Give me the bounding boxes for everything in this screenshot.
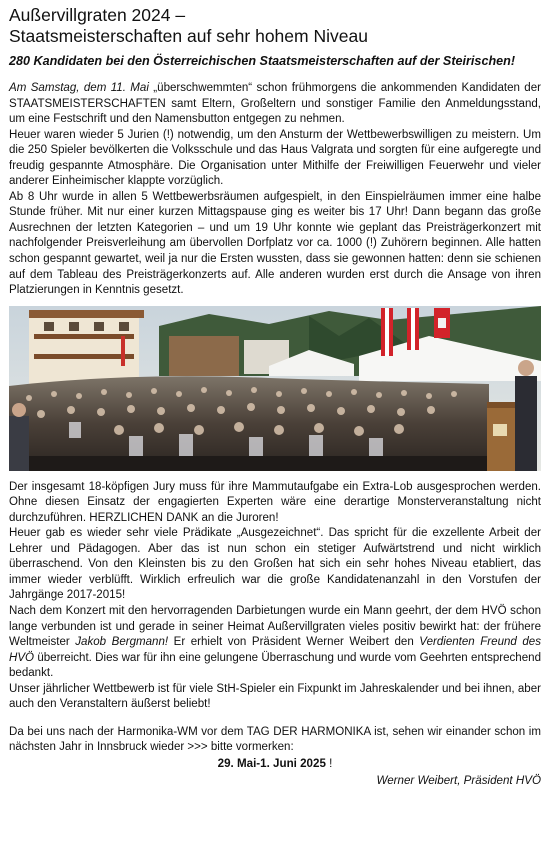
next-event-date-suffix: ! xyxy=(325,756,333,770)
next-event-date xyxy=(9,756,541,772)
paragraph-3: Ab 8 Uhr wurde in allen 5 Wettbewerbsräumen aufgespielt, in den Einspielräumen immer eine halbe Stunde früher. Mit nur einer kurzen Mittagspause ging es weiter bis 17 Uhr! Dann begann das große Ausrechnen der letzten Kategorien – und um 19 Uhr konnte wie geplant das Preisträgerkonzert mit nachfolgender Preisverleihung am übervollen Dorfplatz vor ca. 1000 (!) Zuhörern beginnen. Alle hatten schon gespannt gewartet, weil ja nur die Ersten wussten, dass sie gewonnen hatten: denn sie schienen auf dem Tableau des Preisträgerkonzerts auf. Alle anderen wurden erst durch die Ansage von ihren Platzierungen in Kenntnis gesetzt. xyxy=(9,190,541,297)
article xyxy=(9,5,541,789)
paragraph-6 xyxy=(9,604,541,682)
paragraph-2: Heuer waren wieder 5 Jurien (!) notwendig, um den Ansturm der Wettbewerbswilligen zu meistern. Um die 250 Spieler bevölkerten die Volksschule und das Haus Valgrata und sorgten für eine aufgeregte und freudig gespannte Atmosphäre. Die Organisation unter Mithilfe der Freiwilligen Feuerwehr und vieler anderer Einheimischer klappte vorzüglich. xyxy=(9,128,541,188)
article-title xyxy=(9,5,541,47)
paragraph-6-text-c: überreicht. Dies war für ihn eine gelungene Überraschung und wurde vom Geehrten entsprechend bedankt. xyxy=(9,651,541,680)
event-photo xyxy=(9,306,541,471)
signature: Werner Weibert, Präsident HVÖ xyxy=(376,774,541,788)
honoree-name: Jakob Bergmann! xyxy=(75,636,169,649)
event-photo-illustration xyxy=(9,306,541,471)
paragraph-6-text-b: Er erhielt von Präsident Werner Weibert den xyxy=(168,636,420,649)
award-name: Verdienten Freund des HVÖ xyxy=(9,636,541,664)
paragraph-7: Unser jährlicher Wettbewerb ist für viele StH-Spieler ein Fixpunkt im Jahreskalender und bei ihnen, aber auch den Veranstaltern äußerst beliebt! xyxy=(9,682,541,711)
title-line-1: Außervillgraten 2024 – xyxy=(9,5,186,25)
article-subtitle: 280 Kandidaten bei den Österreichischen Staatsmeisterschaften auf der Steirischen! xyxy=(9,54,516,68)
paragraph-4: Der insgesamt 18-köpfigen Jury muss für ihre Mammutaufgabe ein Extra-Lob ausgesprochen werden. Ohne diesen Einsatz der engagierten Experten wäre eine derartige Monsterveranstaltung nicht durchzuführen. HERZLICHEN DANK an die Juroren! xyxy=(9,480,541,524)
paragraph-1 xyxy=(9,81,541,128)
paragraph-1-text: „überschwemmten“ schon frühmorgens die ankommenden Kandidaten der STAATSMEISTERSCHAFTEN samt Eltern, Großeltern und sonstiger Familie den Anmeldungsstand, um eine Festschrift und den Namensbutton entgegen zu nehmen. xyxy=(9,82,541,126)
paragraph-8: Da bei uns nach der Harmonika-WM vor dem TAG DER HARMONIKA ist, sehen wir einander schon im nächsten Jahr in Innsbruck wieder >>> bitte vormerken: xyxy=(9,725,541,754)
paragraph-1-date: Am Samstag, dem 11. Mai xyxy=(9,82,149,94)
next-event-date-text: 29. Mai-1. Juni 2025 xyxy=(217,756,326,770)
title-line-2: Staatsmeisterschaften auf sehr hohem Niveau xyxy=(9,26,368,46)
paragraph-6-text-a: Nach dem Konzert mit den hervorragenden Darbietungen wurde ein Mann geehrt, der dem HVÖ schon lange verbunden ist und gerade in seiner Heimat Außervillgraten vieles positiv bewirkt hat: der frühere Weltmeister xyxy=(9,605,541,649)
paragraph-5: Heuer gab es wieder sehr viele Prädikate „Ausgezeichnet“. Das spricht für die exzellente Arbeit der Lehrer und Pädagogen. Aber das ist nun schon ein stetiger Aufwärtstrend und nicht wirklich überraschend. Von den Kleinsten bis zu den Großen hat sich ein sehr hohes Niveau etabliert, das immer wieder verblüfft. Wirklich erfreulich war die große Kandidatenanzahl in den Vorstufen der Jahrgänge 2017-2015! xyxy=(9,527,541,602)
